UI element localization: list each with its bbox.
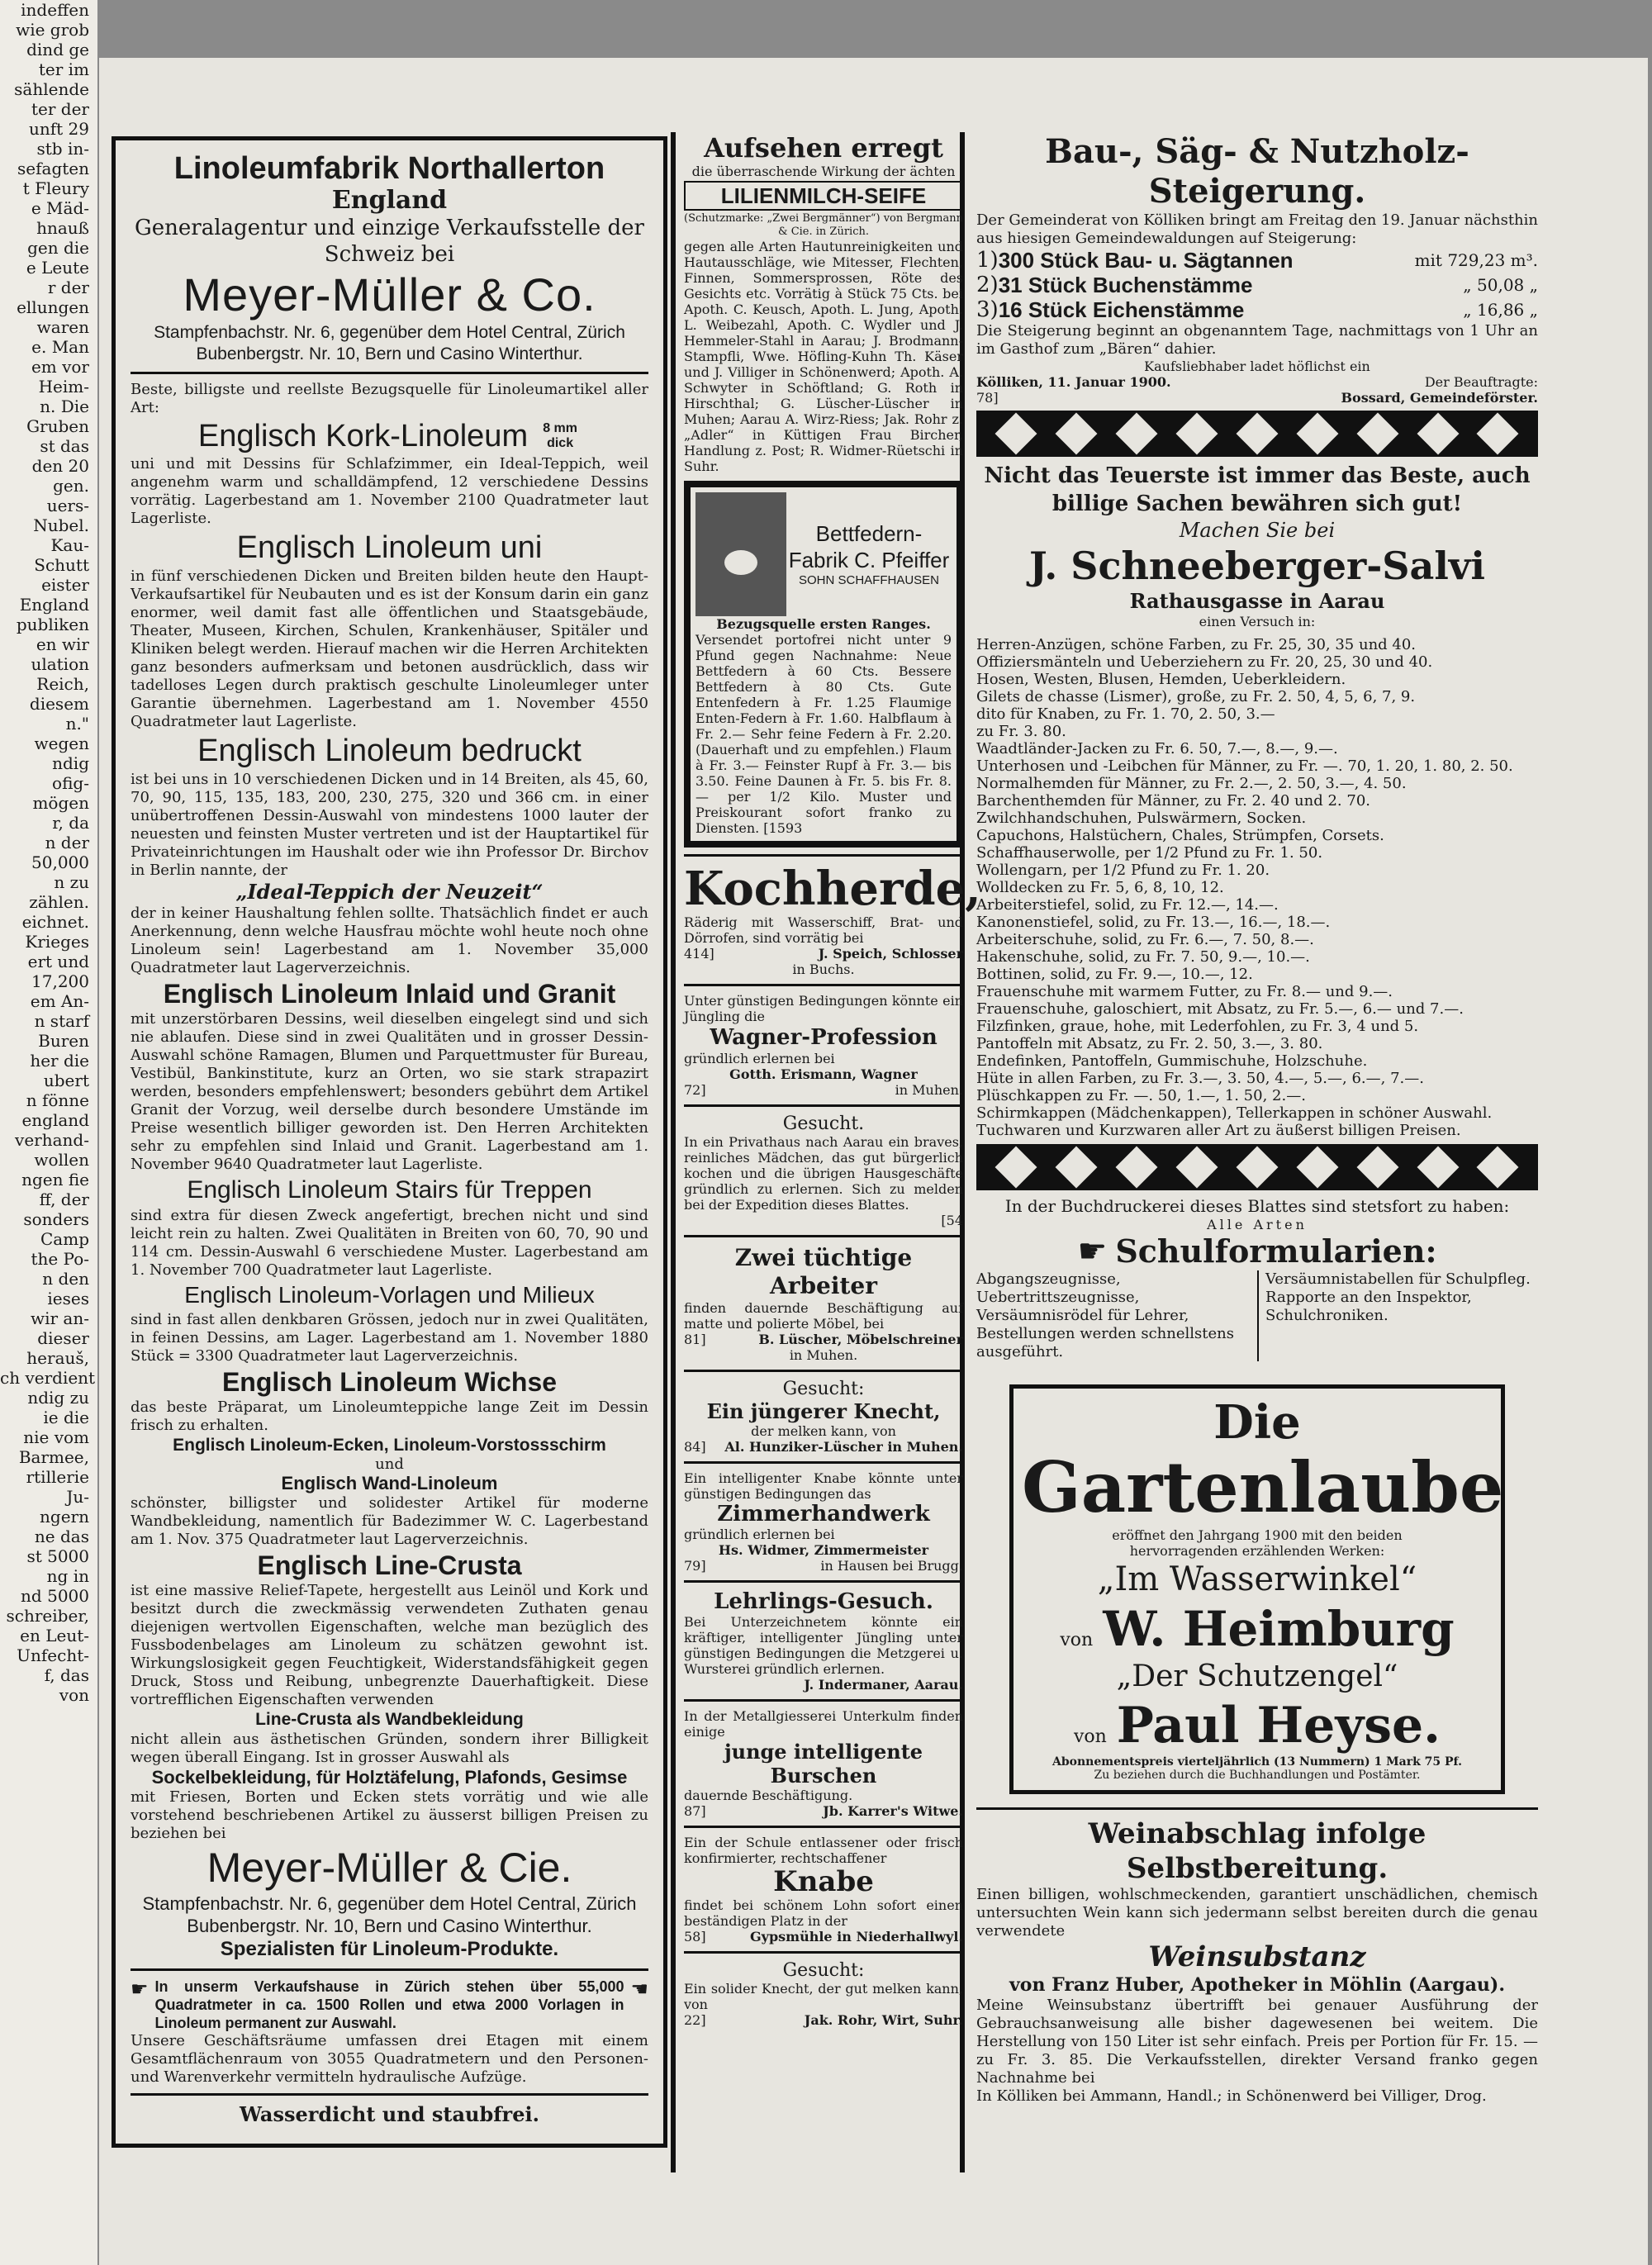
bedruckt-quote: „Ideal-Teppich der Neuzeit“	[235, 880, 544, 904]
edge-line: schreiber,	[6, 1606, 89, 1626]
edge-line: e. Man	[31, 337, 89, 357]
schnee-item: Schaffhauserwolle, per 1/2 Pfund zu Fr. 1. 50.	[976, 844, 1323, 862]
edge-line: Kau-	[50, 535, 89, 555]
holz-item-number: 3)	[976, 297, 999, 322]
schnee-sub: Machen Sie bei	[1179, 519, 1336, 542]
edge-line: eichnet.	[21, 912, 89, 932]
diamond-border-1	[976, 411, 1538, 457]
garten-where: Zu beziehen durch die Buchhandlungen und Postämter.	[1094, 1769, 1421, 1782]
edge-line: 50,000	[31, 852, 89, 872]
inlaid-title: Englisch Linoleum Inlaid und Granit	[163, 979, 616, 1009]
edge-line: Camp	[40, 1229, 89, 1249]
holz-items	[976, 248, 1538, 322]
schnee-item: Herren-Anzügen, schöne Farben, zu Fr. 25, 30, 35 und 40.	[976, 636, 1417, 653]
knecht-text: der melken kann, von	[751, 1423, 896, 1439]
garten-author2: Paul Heyse.	[1116, 1697, 1441, 1755]
edge-line: indeffen	[21, 0, 89, 20]
wein-title: Weinabschlag infolge Selbstbereitung.	[1088, 1817, 1427, 1885]
pointing-hand-icon: ☛	[131, 1978, 149, 2001]
wagner-no: 72]	[684, 1082, 706, 1098]
zimmer-no: 79]	[684, 1558, 706, 1574]
gesucht3-text: Ein solider Knecht, der gut melken kann, von	[684, 1981, 963, 2012]
wein-maker: von Franz Huber, Apotheker in Möhlin (Aargau).	[1009, 1974, 1505, 1996]
edge-line: n fönne	[26, 1090, 89, 1110]
ecken-und: und	[375, 1455, 404, 1473]
edge-line: ng in	[46, 1566, 89, 1586]
holz-item-number: 1)	[976, 248, 999, 273]
schnee-item: Unterhosen und -Leibchen für Männer, zu Fr. —. 70, 1. 20, 1. 80, 2. 50.	[976, 757, 1513, 775]
edge-line: Buren	[38, 1031, 89, 1051]
buch-title: Schulformularien:	[1115, 1232, 1437, 1270]
lilien-sub: die überraschende Wirkung der ächten	[691, 164, 956, 179]
edge-line: waren	[36, 317, 89, 337]
edge-line: 17,200	[31, 971, 89, 991]
ad-agency: Generalagentur und einzige Verkaufsstelle der Schweiz bei	[135, 216, 644, 267]
garten-work2: „Der Schutzengel“	[1116, 1660, 1398, 1693]
koch-no: 414]	[684, 946, 714, 962]
schnee-item: Arbeiterschuhe, solid, zu Fr. 6.—, 7. 50, 8.—.	[976, 931, 1314, 948]
schnee-item: Filzfinken, graue, hohe, mit Lederfohlen, zu Fr. 3, 4 und 5.	[976, 1018, 1419, 1035]
holz-item-what: 16 Stück Eichenstämme	[998, 297, 1245, 322]
edge-line: ieses	[47, 1289, 89, 1308]
ad-firm: Meyer-Müller & Co.	[183, 268, 596, 321]
column-rule-1	[671, 132, 676, 2172]
swan-illustration	[695, 492, 786, 616]
lehr-title: Lehrlings-Gesuch.	[714, 1589, 933, 1614]
vorlagen-text: sind in fast allen denkbaren Grössen, jedoch nur in zwei Qualitäten, in feinen Dessins, am Lager. Lagerbestand am 1. November 1880 Stück = 3300 Quadratmeter laut Lagerverzeichnis.	[131, 1311, 648, 1365]
koch-place: in Buchs.	[792, 962, 855, 977]
diamond-border-2	[976, 1144, 1538, 1190]
gesucht3-head: Gesucht:	[782, 1960, 865, 1981]
holz-item-amount: mit 729,23 m³.	[1414, 250, 1538, 270]
edge-line: Barmee,	[18, 1447, 89, 1467]
edge-line: Unfecht-	[17, 1645, 89, 1665]
edge-line: n starf	[34, 1011, 89, 1031]
edge-line: mögen	[32, 793, 89, 813]
edge-line: e Mäd-	[31, 198, 89, 218]
holz-item	[976, 297, 1538, 322]
edge-line: zählen.	[29, 892, 89, 912]
schnee-try: einen Versuch in:	[1199, 614, 1316, 629]
burschen-intro: In der Metallgiesserei Unterkulm finden einige	[684, 1708, 963, 1740]
knecht-name: Al. Hunziker-Lüscher in Muhen.	[724, 1439, 963, 1455]
edge-line: ndig	[52, 753, 89, 773]
schnee-item: Normalhemden für Männer, zu Fr. 2.—, 2. 50, 3.—, 4. 50.	[976, 775, 1407, 792]
holz-text: Der Gemeinderat von Kölliken bringt am Freitag den 19. Januar nächsthin aus hiesigen Gemeindewaldungen auf Steigerung:	[976, 211, 1538, 247]
knabe-text: findet bei schönem Lohn sofort einen beständigen Platz in der	[684, 1897, 963, 1929]
edge-line: dieser	[37, 1328, 89, 1348]
holz-no: 78]	[976, 390, 999, 406]
form-item: Schulchroniken.	[1265, 1307, 1389, 1324]
bett-source: Bezugsquelle ersten Ranges.	[716, 616, 931, 632]
wagner-title: Wagner-Profession	[710, 1025, 938, 1050]
stairs-title: Englisch Linoleum Stairs für Treppen	[187, 1176, 592, 1204]
edge-line: r, da	[52, 813, 89, 833]
edge-line: n zu	[54, 872, 89, 892]
edge-line: n der	[45, 833, 89, 852]
kork-text: uni und mit Dessins für Schlafzimmer, ein Ideal-Teppich, weil angenehm warm und schalldämpfend, 12 verschiedene Dessins vorrätig. Lagerbestand am 1. November 2100 Quadratmeter laut Lagerliste.	[131, 455, 648, 527]
schnee-item: dito für Knaben, zu Fr. 1. 70, 2. 50, 3.—	[976, 705, 1275, 723]
edge-line: rtillerie	[26, 1467, 89, 1487]
edge-line: ert und	[27, 952, 89, 971]
lilien-mark: (Schutzmarke: „Zwei Bergmänner“) von Bergmann & Cie. in Zürich.	[684, 212, 963, 238]
inlaid-text: mit unzerstörbaren Dessins, weil dieselben eingelegt sind und sich nie ablaufen. Diese sind in zwei Qualitäten und in grosser Dessin-Auswahl schöne Ramagen, Blumen und Parquettmuster für Bureau, Vestibül, Bankinstitute, kurz an Orten, wo sie stark strapazirt werden, besonders empfehlenswert; besonders gebührt dem Artikel Granit der Vorzug, weil derselbe durch besondere Umstände im Preise wesentlich billiger geworden ist. Den Herren Architekten sehr zu empfehlen sind Inlaid und Granit. Lagerbestand am 1. November 9640 Quadratmeter laut Lagerliste.	[131, 1010, 648, 1173]
lehr-text: Bei Unterzeichnetem könnte ein kräftiger, intelligenter Jüngling unter günstigen Bedingungen die Metzgerei u. Wursterei gründlich erlernen.	[684, 1614, 963, 1677]
schnee-item: Plüschkappen zu Fr. —. 50, 1.—, 1. 50, 2.—.	[976, 1087, 1306, 1104]
holz-text-3: Kaufsliebhaber ladet höflichst ein	[1144, 359, 1370, 374]
wichse-title: Englisch Linoleum Wichse	[221, 1367, 558, 1397]
bett-sub: SOHN SCHAFFHAUSEN	[798, 573, 940, 587]
edge-line: herauš,	[26, 1348, 89, 1368]
schnee-item: Hüte in allen Farben, zu Fr. 3.—, 3. 50, 4.—, 5.—, 6.—, 7.—.	[976, 1070, 1424, 1087]
kork-note: 8 mm dick	[543, 421, 577, 450]
edge-line: ie die	[43, 1408, 89, 1427]
lehr-name: J. Indermaner, Aarau.	[804, 1677, 963, 1693]
edge-line: sählende	[14, 79, 89, 99]
ad-title: Linoleumfabrik Northallerton	[173, 151, 605, 186]
edge-line: ngen fie	[21, 1170, 89, 1189]
edge-line: en Leut-	[20, 1626, 89, 1645]
ad-address-2: Bubenbergstr. Nr. 10, Bern und Casino Winterthur.	[196, 344, 583, 363]
garten-von: von	[1060, 1630, 1094, 1650]
gesucht1-no: [54	[941, 1213, 963, 1228]
form-item: Versäumnisrödel für Lehrer,	[976, 1307, 1189, 1324]
schnee-item: zu Fr. 3. 80.	[976, 723, 1066, 740]
garten-von-2: von	[1073, 1726, 1107, 1747]
edge-line: sefagten	[17, 159, 89, 178]
ad-specialists: Spezialisten für Linoleum-Produkte.	[220, 1938, 559, 1960]
lilien-head: Aufsehen erregt	[704, 132, 943, 164]
form-item: Abgangszeugnisse,	[976, 1270, 1121, 1288]
bedruckt-title: Englisch Linoleum bedruckt	[197, 734, 582, 768]
edge-line: ter der	[31, 99, 89, 119]
edge-line: n den	[42, 1269, 89, 1289]
schnee-item: Wolldecken zu Fr. 5, 6, 8, 10, 12.	[976, 879, 1224, 896]
garten-die: Die	[1213, 1395, 1301, 1450]
gesucht3-name: Jak. Rohr, Wirt, Suhr.	[804, 2012, 963, 2028]
edge-line: wollen	[34, 1150, 89, 1170]
ad-address-4: Bubenbergstr. Nr. 10, Bern und Casino Winterthur.	[187, 1916, 592, 1936]
gesucht3-no: 22]	[684, 2012, 706, 2028]
burschen-text: dauernde Beschäftigung.	[684, 1788, 853, 1803]
edge-line: wegen	[34, 734, 89, 753]
schnee-item: Pantoffeln mit Absatz, zu Fr. 2. 50, 3.—, 3. 80.	[976, 1035, 1323, 1052]
schnee-list	[976, 636, 1538, 1139]
edge-line: wie grob	[16, 20, 89, 40]
holz-item-what: 31 Stück Buchenstämme	[998, 273, 1253, 297]
schnee-addr: Rathausgasse in Aarau	[1129, 589, 1385, 613]
edge-line: ter im	[38, 59, 89, 79]
edge-line: den 20	[31, 456, 89, 476]
schnee-item: Schirmkappen (Mädchenkappen), Tellerkappen in schöner Auswahl.	[976, 1104, 1493, 1122]
edge-line: nd 5000	[21, 1586, 89, 1606]
wagner-name: Gotth. Erismann, Wagner	[729, 1066, 918, 1082]
edge-line: uers-	[46, 496, 89, 515]
koch-title: Kochherde,	[684, 862, 981, 916]
edge-line: Reich,	[36, 674, 89, 694]
lilien-text: gegen alle Arten Hautunreinigkeiten und Hautausschläge, wie Mitesser, Flechten, Finnen, Sommersprossen, Röte des Gesichts etc. Vorrätig à Stück 75 Cts. bei Apoth. C. Keusch, Apoth. L. Jung, Apoth. L. Weibezahl, Apoth. C. Wydler und J. Hemmeler-Stahl in Aarau; J. Brodmann-Stampfli, Wwe. Höfling-Kuhn Th. Käser und J. Villiger in Schönenwerd; Apoth. A. Schwyter in Schöftland; G. Roth in Hirschthal; G. Lüscher-Lüscher in Muhen; Aarau A. Wirz-Riess; Jak. Rohr z. „Adler“ in Küttigen Frau Bircher, Handlung z. Post; R. Widmer-Rüetschi in Suhr.	[684, 239, 963, 474]
schnee-item: Wollengarn, per 1/2 Pfund zu Fr. 1. 20.	[976, 862, 1270, 879]
holz-place: Kölliken, 11. Januar 1900.	[976, 374, 1171, 390]
ad-address-1: Stampfenbachstr. Nr. 6, gegenüber dem Hotel Central, Zürich	[154, 323, 625, 342]
schnee-item: Frauenschuhe, galoschiert, mit Absatz, zu Fr. 5.—, 6.— und 7.—.	[976, 1000, 1464, 1018]
garten-text: eröffnet den Jahrgang 1900 mit den beiden hervorragenden erzählenden Werken:	[1112, 1527, 1403, 1559]
garten-work1: „Im Wasserwinkel“	[1097, 1560, 1417, 1598]
arbeiter-title: Zwei tüchtige Arbeiter	[734, 1244, 913, 1299]
edge-line: her die	[30, 1051, 89, 1071]
middle-column	[679, 132, 981, 2189]
koch-name: J. Speich, Schlosser	[818, 946, 963, 962]
edge-line: ch verdient	[0, 1368, 96, 1388]
edge-line: gen die	[27, 238, 89, 258]
schnee-item: Hakenschuhe, solid, zu Fr. 7. 50, 9.—, 10.—.	[976, 948, 1310, 966]
zimmer-intro: Ein intelligenter Knabe könnte unter günstigen Bedingungen das	[684, 1470, 963, 1502]
holz-title: Bau-, Säg- & Nutzholz-Steigerung.	[1045, 132, 1469, 211]
schnee-item: Arbeiterstiefel, solid, zu Fr. 12.—, 14.—.	[976, 896, 1279, 914]
schnee-item: Bottinen, solid, zu Fr. 9.—, 10.—, 12.	[976, 966, 1253, 983]
edge-line: en wir	[36, 634, 89, 654]
lilien-name: LILIENMILCH-SEIFE	[684, 181, 963, 211]
edge-line: von	[59, 1685, 89, 1705]
knabe-no: 58]	[684, 1929, 706, 1944]
burschen-no: 87]	[684, 1803, 706, 1819]
buch-left	[976, 1270, 1249, 1361]
edge-line: eister	[41, 575, 89, 595]
edge-line: Gruben	[26, 416, 89, 436]
crusta-text-3: mit Friesen, Borten und Ecken stets vorrätig und wie alle vorstehend beschriebenen Artikel zu äusserst billigen Preisen zu beziehen bei	[131, 1788, 648, 1842]
knecht-title: Ein jüngerer Knecht,	[706, 1399, 941, 1423]
ad-firm-2: Meyer-Müller & Cie.	[206, 1845, 572, 1891]
uni-text: in fünf verschiedenen Dicken und Breiten bilden heute den Haupt-Verkaufsartikel für Neubauten und es ist der Konsum darin ein ganz enormer, weil damit fast alle öffentlichen und Staatsgebäude, Theater, Museen, Kirchen, Schulen, Krankenhäuser, Spitäler und Kliniken belegt werden. Hierauf machen wir die Herren Architekten ganz besonders aufmerksam und betonen ausdrücklich, dass wir tadelloses Legen durch praktisch geschulte Linoleumleger unter Garantie übernehmen. Lagerbestand am 1. November 4550 Quadratmeter laut Lagerliste.	[131, 567, 648, 730]
wichse-text: das beste Präparat, um Linoleumteppiche lange Zeit im Dessin frisch zu erhalten.	[131, 1398, 648, 1434]
zimmer-place: in Hausen bei Brugg.	[820, 1558, 963, 1574]
form-item: Versäumnistabellen für Schulpfleg.	[1265, 1270, 1531, 1288]
buch-right	[1257, 1270, 1538, 1361]
edge-line: em An-	[30, 991, 89, 1011]
edge-line: ngern	[40, 1507, 89, 1527]
koch-text: Räderig mit Wasserschiff, Brat- und Dörrofen, sind vorrätig bei	[684, 914, 963, 946]
zimmer-text: gründlich erlernen bei	[684, 1527, 835, 1542]
edge-line: ellungen	[17, 297, 89, 317]
crusta-title: Englisch Line-Crusta	[257, 1550, 522, 1580]
edge-line: em vor	[31, 357, 89, 377]
wagner-text: gründlich erlernen bei	[684, 1051, 835, 1066]
edge-line: dind ge	[26, 40, 89, 59]
crusta-text: ist eine massive Relief-Tapete, hergestellt aus Leinöl und Kork und besitzt durch die zweckmässig verwendeten Zuthaten genau diejenigen wertvollen Eigenschaften, welche man bezüglich des Fussbodenbelages am Linoleum zu schätzen gewohnt ist. Wirkungslosigkeit gegen Feuchtigkeit, Widerstandsfähigkeit gegen Druck, Stoss und Reibung, unbegrenzte Dauerhaftigkeit. Diese vortrefflichen Eigenschaften verwenden	[131, 1582, 648, 1708]
holz-text-2: Die Steigerung beginnt an obgenanntem Tage, nachmittags von 1 Uhr an im Gasthof zum „Bären“ dahier.	[976, 322, 1538, 358]
buch-sub: Alle Arten	[1207, 1217, 1308, 1232]
gartenlaube-ad	[1009, 1384, 1505, 1794]
wand-line: Englisch Wand-Linoleum	[281, 1473, 498, 1493]
edge-line: r der	[47, 278, 89, 297]
garten-author1: W. Heimburg	[1103, 1601, 1455, 1657]
linoleum-advertisement	[112, 136, 667, 2148]
burschen-title: junge intelligente Burschen	[724, 1740, 923, 1788]
schnee-item: Waadtländer-Jacken zu Fr. 6. 50, 7.—, 8.—, 9.—.	[976, 740, 1338, 757]
holz-item-amount: „ 50,08 „	[1463, 275, 1538, 295]
form-item: Rapporte an den Inspektor,	[1265, 1289, 1472, 1306]
edge-line: diesem	[29, 694, 89, 714]
crusta-sub: Line-Crusta als Wandbekleidung	[255, 1710, 524, 1729]
crusta-sub-2: Sockelbekleidung, für Holztäfelung, Plafonds, Gesimse	[151, 1767, 628, 1788]
edge-line: verhand-	[15, 1130, 89, 1150]
bett-text: Versendet portofrei nicht unter 9 Pfund gegen Nachnahme: Neue Bettfedern à 60 Cts. Bessere Bettfedern à 80 Cts. Gute Entenfedern à Fr. 1.25 Flaumige Enten-Federn à Fr. 1.60. Halbflaum à Fr. 2.— Sehr feine Federn à Fr. 2.20. (Dauerhaft und zu empfehlen.) Flaum à Fr. 3.— Feinster Rupf à Fr. 3.— bis 3.50. Feine Daunen à Fr. 5. bis Fr. 8.— per 1/2 Kilo. Muster und Preiskourant sofort franko zu Diensten. [1593	[695, 632, 952, 836]
rooms-text: Unsere Geschäftsräume umfassen drei Etagen mit einem Gesamtflächenraum von 3055 Quadratmetern und den Personen- und Warenverkehr vermitteln hydraulische Aufzüge.	[131, 2032, 648, 2086]
vorlagen-title: Englisch Linoleum-Vorlagen und Milieux	[184, 1282, 595, 1308]
edge-line: publiken	[16, 615, 89, 634]
edge-line: England	[19, 595, 89, 615]
bett-title: Bettfedern-Fabrik C. Pfeiffer	[788, 521, 950, 572]
edge-line: gen.	[53, 476, 89, 496]
edge-line: wir an-	[31, 1308, 89, 1328]
schnee-item: Endefinken, Pantoffeln, Gummischuhe, Holzschuhe.	[976, 1052, 1368, 1070]
buch-head: In der Buchdruckerei dieses Blattes sind stetsfort zu haben:	[1004, 1196, 1510, 1216]
stairs-text: sind extra für diesen Zweck angefertigt, brechen nicht und sind leicht rein zu halten. Zwei Qualitäten in Breiten von 60, 70, 90 und 114 cm. Dessin-Auswahl 6 verschiedene Muster. Lagerbestand am 1. November 700 Quadratmeter laut Lagerliste.	[131, 1207, 648, 1279]
schnee-item: Zwilchhandschuhen, Pulswärmern, Socken.	[976, 810, 1307, 827]
edge-line: england	[21, 1110, 89, 1130]
arbeiter-name: B. Lüscher, Möbelschreiner	[758, 1332, 963, 1347]
holz-item-number: 2)	[976, 273, 999, 297]
right-column	[968, 132, 1546, 2189]
edge-line: Ju-	[66, 1487, 89, 1507]
bettfedern-ad	[684, 481, 963, 848]
holz-item-what: 300 Stück Bau- u. Sägtannen	[998, 248, 1294, 273]
edge-line: stb in-	[36, 139, 89, 159]
schnee-head: Nicht das Teuerste ist immer das Beste, auch billige Sachen bewähren sich gut!	[984, 463, 1531, 516]
edge-line: st das	[40, 436, 89, 456]
edge-line: n."	[65, 714, 89, 734]
arbeiter-text: finden dauernde Beschäftigung auf matte und polierte Möbel, bei	[684, 1300, 963, 1332]
gesucht1-text: In ein Privathaus nach Aarau ein braves, reinliches Mädchen, das gut bürgerlich kochen und die übrigen Hausgeschäfte gründlich zu erlernen. Sich zu melden bei der Expedition dieses Blattes.	[684, 1134, 963, 1213]
edge-line: ulation	[31, 654, 89, 674]
knabe-title: Knabe	[773, 1865, 874, 1898]
edge-line: Krieges	[25, 932, 89, 952]
ad-intro: Beste, billigste und reellste Bezugsquelle für Linoleumartikel aller Art:	[131, 381, 648, 416]
schnee-item: Frauenschuhe mit warmem Futter, zu Fr. 8.— und 9.—.	[976, 983, 1393, 1000]
wein-text: Einen billigen, wohlschmeckenden, garantiert unschädlichen, chemisch untersuchten Wein kann sich jedermann selbst bereiten durch die genau verwendete	[976, 1886, 1538, 1940]
bedruckt-text-2: der in keiner Haushaltung fehlen sollte. Thatsächlich findet er auch Anerkennung, denn welche Hausfrau möchte wohl heute noch ohne Linoleum sein! Lagerbestand am 1. November 35,000 Quadratmeter laut Lagerverzeichnis.	[131, 905, 648, 976]
edge-line: ubert	[43, 1071, 89, 1090]
edge-line: ndig zu	[27, 1388, 89, 1408]
edge-line: the Po-	[31, 1249, 89, 1269]
knabe-intro: Ein der Schule entlassener oder frisch konfirmierter, rechtschaffener	[684, 1835, 963, 1866]
edge-line: ne das	[34, 1527, 89, 1546]
knecht-no: 84]	[684, 1439, 706, 1455]
edge-line: Nubel.	[33, 515, 89, 535]
gesucht1-head: Gesucht.	[782, 1114, 865, 1134]
edge-line: unft 29	[28, 119, 89, 139]
form-item: Bestellungen werden schnellstens ausgeführt.	[976, 1325, 1234, 1360]
wagner-intro: Unter günstigen Bedingungen könnte ein Jüngling die	[684, 993, 963, 1024]
left-page-edge	[0, 0, 97, 2265]
ad-address-3: Stampfenbachstr. Nr. 6, gegenüber dem Hotel Central, Zürich	[142, 1893, 637, 1914]
edge-line: ff, der	[39, 1189, 89, 1209]
wein-text-3: In Kölliken bei Ammann, Handl.; in Schönenwerd bei Villiger, Drog.	[976, 2087, 1487, 2105]
ad-footer: Wasserdicht und staubfrei.	[240, 2102, 539, 2126]
burschen-name: Jb. Karrer's Witwe.	[823, 1803, 963, 1819]
edge-line: e Leute	[26, 258, 89, 278]
zimmer-name: Hs. Widmer, Zimmermeister	[718, 1542, 929, 1558]
schnee-item: Offiziersmänteln und Ueberziehern zu Fr. 20, 25, 30 und 40.	[976, 653, 1433, 671]
holz-sign: Der Beauftragte:	[1424, 374, 1538, 390]
edge-line: Schutt	[34, 555, 89, 575]
pointing-hand-icon-2: ☚	[630, 1978, 648, 2001]
garten-price: Abonnementspreis vierteljährlich (13 Nummern) 1 Mark 75 Pf.	[1052, 1755, 1462, 1769]
schnee-item: Barchenthemden für Männer, zu Fr. 2. 40 und 2. 70.	[976, 792, 1370, 810]
holz-item	[976, 273, 1538, 297]
wein-product: Weinsubstanz	[1148, 1940, 1366, 1973]
holz-name: Bossard, Gemeindeförster.	[1341, 390, 1538, 406]
edge-line: f, das	[44, 1665, 89, 1685]
edge-line: st 5000	[26, 1546, 89, 1566]
bedruckt-text: ist bei uns in 10 verschiedenen Dicken und in 14 Breiten, als 45, 60, 70, 90, 115, 135, 183, 200, 230, 275, 320 und 366 cm. in einer unübertroffenen Dessin-Auswahl von mindestens 1000 lauter der neuesten und feinsten Muster vertreten und ist der Hauptartikel für Privateinrichtungen im Haushalt oder wie ihn Professor Dr. Birchov in Berlin nannte, der	[131, 771, 648, 879]
edge-line: hnauß	[36, 218, 89, 238]
wand-text: schönster, billigster und solidester Artikel für moderne Wandbekleidung, namentlich für Badezimmer W. C. Lagerbestand am 1. Nov. 375 Quadratmeter laut Lagerverzeichnis.	[131, 1494, 648, 1548]
edge-line: sonders	[23, 1209, 89, 1229]
uni-title: Englisch Linoleum uni	[236, 530, 543, 565]
ad-country: England	[331, 186, 448, 215]
schnee-item: Tuchwaren und Kurzwaren aller Art zu äußerst billigen Preisen.	[976, 1122, 1461, 1139]
schnee-item: Capuchons, Halstüchern, Chales, Strümpfen, Corsets.	[976, 827, 1384, 844]
edge-line: ofig-	[52, 773, 89, 793]
garten-title: Gartenlaube	[1022, 1446, 1504, 1528]
form-item: Uebertrittszeugnisse,	[976, 1289, 1140, 1306]
holz-item-amount: „ 16,86 „	[1463, 300, 1538, 320]
knecht-head: Gesucht:	[782, 1379, 865, 1399]
wein-text-2: Meine Weinsubstanz übertrifft bei genauer Ausführung der Gebrauchsanweisung alle bisher dagewesenen bei weitem. Die Herstellung von 150 Liter ist sehr einfach. Preis per Portion für Fr. 15. — zu Fr. 3. 85. Die Verkaufsstellen, direkter Versand franko gegen Nachnahme bei	[976, 1997, 1538, 2087]
wagner-place: in Muhen.	[895, 1082, 963, 1098]
arbeiter-no: 81]	[684, 1332, 706, 1347]
schnee-item: Gilets de chasse (Lismer), große, zu Fr. 2. 50, 4, 5, 6, 7, 9.	[976, 688, 1416, 705]
ecken-line: Englisch Linoleum-Ecken, Linoleum-Vorstossschirm	[173, 1436, 606, 1455]
stock-text: In unserm Verkaufshause in Zürich stehen über 55,000 Quadratmeter in ca. 1500 Rollen und etwa 2000 Vorlagen in Linoleum permanent zur Auswahl.	[154, 1978, 624, 2031]
pointing-hand-icon-3: ☛	[1077, 1232, 1108, 1270]
zimmer-title: Zimmerhandwerk	[717, 1502, 930, 1527]
knabe-name: Gypsmühle in Niederhallwyl.	[749, 1929, 963, 1944]
edge-line: nie vom	[23, 1427, 89, 1447]
schnee-item: Hosen, Westen, Blusen, Hemden, Ueberkleidern.	[976, 671, 1346, 688]
schnee-name: J. Schneeberger-Salvi	[1029, 544, 1485, 588]
schnee-item: Kanonenstiefel, solid, zu Fr. 13.—, 16.—, 18.—.	[976, 914, 1331, 931]
edge-line: n. Die	[40, 396, 89, 416]
edge-line: t Fleury	[22, 178, 89, 198]
crusta-text-2: nicht allein aus ästhetischen Gründen, sondern ihrer Billigkeit wegen überall Eingang. Ist in grosser Auswahl als	[131, 1731, 648, 1766]
kork-title: Englisch Kork-Linoleum	[197, 419, 529, 453]
arbeiter-place: in Muhen.	[789, 1347, 858, 1363]
edge-line: Heim-	[38, 377, 89, 396]
holz-item	[976, 248, 1538, 273]
